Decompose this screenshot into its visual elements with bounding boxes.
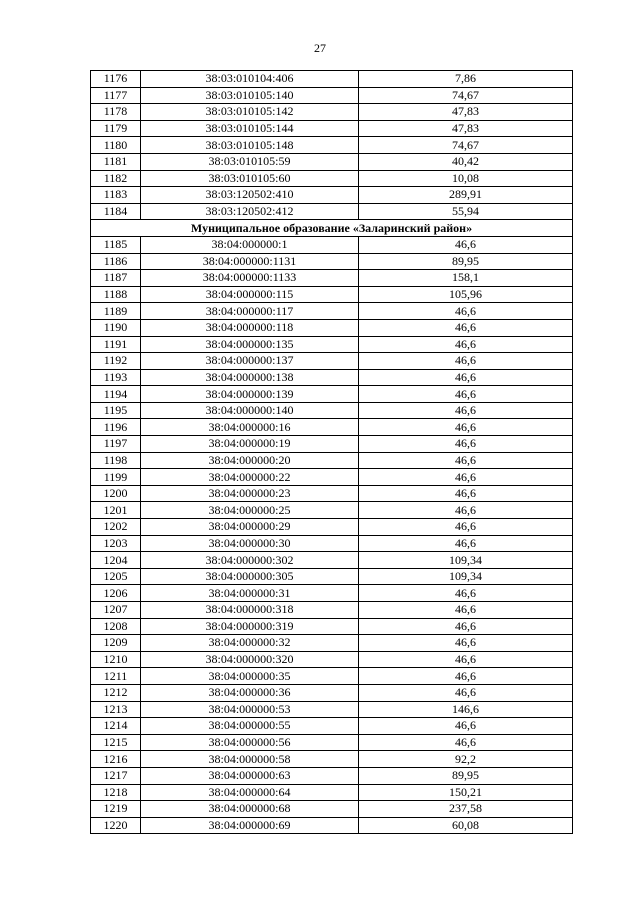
value-cell: 46,6 (359, 436, 573, 453)
value-cell: 92,2 (359, 751, 573, 768)
cadastral-number-cell: 38:04:000000:137 (141, 353, 359, 370)
value-cell: 46,6 (359, 585, 573, 602)
row-number-cell: 1218 (91, 784, 141, 801)
table-row (91, 734, 573, 751)
value-cell: 158,1 (359, 270, 573, 287)
table-row (91, 668, 573, 685)
cadastral-number-cell: 38:04:000000:302 (141, 552, 359, 569)
cadastral-number-cell: 38:04:000000:135 (141, 336, 359, 353)
table-row (91, 170, 573, 187)
table-row (91, 585, 573, 602)
table-row (91, 684, 573, 701)
row-number-cell: 1185 (91, 236, 141, 253)
value-cell: 237,58 (359, 801, 573, 818)
value-cell: 46,6 (359, 469, 573, 486)
cadastral-number-cell: 38:04:000000:36 (141, 684, 359, 701)
table-row (91, 552, 573, 569)
row-number-cell: 1202 (91, 519, 141, 536)
cadastral-number-cell: 38:04:000000:22 (141, 469, 359, 486)
row-number-cell: 1197 (91, 436, 141, 453)
value-cell: 146,6 (359, 701, 573, 718)
row-number-cell: 1184 (91, 203, 141, 220)
cadastral-number-cell: 38:04:000000:16 (141, 419, 359, 436)
table-row (91, 87, 573, 104)
cadastral-number-cell: 38:04:000000:31 (141, 585, 359, 602)
table-row (91, 452, 573, 469)
cadastral-number-cell: 38:04:000000:35 (141, 668, 359, 685)
row-number-cell: 1210 (91, 651, 141, 668)
value-cell: 46,6 (359, 668, 573, 685)
cadastral-number-cell: 38:04:000000:69 (141, 817, 359, 834)
row-number-cell: 1201 (91, 502, 141, 519)
row-number-cell: 1220 (91, 817, 141, 834)
section-header-row (91, 220, 573, 237)
cadastral-number-cell: 38:04:000000:30 (141, 535, 359, 552)
table-row (91, 436, 573, 453)
value-cell: 46,6 (359, 402, 573, 419)
cadastral-number-cell: 38:04:000000:138 (141, 369, 359, 386)
table-row (91, 353, 573, 370)
value-cell: 89,95 (359, 767, 573, 784)
value-cell: 7,86 (359, 71, 573, 88)
cadastral-number-cell: 38:03:120502:410 (141, 187, 359, 204)
row-number-cell: 1199 (91, 469, 141, 486)
cadastral-number-cell: 38:04:000000:319 (141, 618, 359, 635)
value-cell: 46,6 (359, 635, 573, 652)
cadastral-number-cell: 38:04:000000:305 (141, 568, 359, 585)
value-cell: 47,83 (359, 120, 573, 137)
table-row (91, 386, 573, 403)
row-number-cell: 1178 (91, 104, 141, 121)
table-row (91, 502, 573, 519)
cadastral-number-cell: 38:04:000000:139 (141, 386, 359, 403)
cadastral-number-cell: 38:04:000000:64 (141, 784, 359, 801)
cadastral-number-cell: 38:03:010104:406 (141, 71, 359, 88)
cadastral-number-cell: 38:03:010105:59 (141, 153, 359, 170)
row-number-cell: 1215 (91, 734, 141, 751)
table-row (91, 120, 573, 137)
table-row (91, 303, 573, 320)
value-cell: 46,6 (359, 303, 573, 320)
value-cell: 74,67 (359, 87, 573, 104)
cadastral-number-cell: 38:04:000000:29 (141, 519, 359, 536)
cadastral-number-cell: 38:04:000000:118 (141, 319, 359, 336)
row-number-cell: 1183 (91, 187, 141, 204)
cadastral-number-cell: 38:03:010105:60 (141, 170, 359, 187)
page-number: 27 (314, 41, 326, 55)
cadastral-number-cell: 38:03:010105:142 (141, 104, 359, 121)
table-row (91, 71, 573, 88)
section-title: Муниципальное образование «Заларинский район» (91, 220, 573, 237)
value-cell: 46,6 (359, 353, 573, 370)
row-number-cell: 1209 (91, 635, 141, 652)
table-row (91, 701, 573, 718)
value-cell: 46,6 (359, 618, 573, 635)
row-number-cell: 1179 (91, 120, 141, 137)
cadastral-number-cell: 38:04:000000:1131 (141, 253, 359, 270)
table-row (91, 651, 573, 668)
row-number-cell: 1211 (91, 668, 141, 685)
value-cell: 46,6 (359, 535, 573, 552)
row-number-cell: 1208 (91, 618, 141, 635)
row-number-cell: 1182 (91, 170, 141, 187)
table-row (91, 469, 573, 486)
row-number-cell: 1217 (91, 767, 141, 784)
cadastral-number-cell: 38:04:000000:1133 (141, 270, 359, 287)
value-cell: 10,08 (359, 170, 573, 187)
row-number-cell: 1213 (91, 701, 141, 718)
row-number-cell: 1212 (91, 684, 141, 701)
row-number-cell: 1196 (91, 419, 141, 436)
cadastral-number-cell: 38:04:000000:58 (141, 751, 359, 768)
value-cell: 46,6 (359, 519, 573, 536)
value-cell: 47,83 (359, 104, 573, 121)
table-row (91, 369, 573, 386)
row-number-cell: 1193 (91, 369, 141, 386)
table-row (91, 718, 573, 735)
row-number-cell: 1203 (91, 535, 141, 552)
cadastral-number-cell: 38:04:000000:32 (141, 635, 359, 652)
row-number-cell: 1186 (91, 253, 141, 270)
table-row (91, 817, 573, 834)
row-number-cell: 1205 (91, 568, 141, 585)
value-cell: 46,6 (359, 369, 573, 386)
table-row (91, 336, 573, 353)
value-cell: 40,42 (359, 153, 573, 170)
table-row (91, 535, 573, 552)
table-row (91, 104, 573, 121)
cadastral-number-cell: 38:04:000000:56 (141, 734, 359, 751)
cadastral-number-cell: 38:04:000000:25 (141, 502, 359, 519)
cadastral-number-cell: 38:03:010105:148 (141, 137, 359, 154)
value-cell: 109,34 (359, 568, 573, 585)
value-cell: 89,95 (359, 253, 573, 270)
table-row (91, 319, 573, 336)
cadastral-number-cell: 38:04:000000:20 (141, 452, 359, 469)
row-number-cell: 1176 (91, 71, 141, 88)
row-number-cell: 1191 (91, 336, 141, 353)
row-number-cell: 1198 (91, 452, 141, 469)
table-row (91, 236, 573, 253)
value-cell: 46,6 (359, 485, 573, 502)
row-number-cell: 1216 (91, 751, 141, 768)
value-cell: 55,94 (359, 203, 573, 220)
table-row (91, 187, 573, 204)
value-cell: 46,6 (359, 452, 573, 469)
cadastral-number-cell: 38:04:000000:320 (141, 651, 359, 668)
cadastral-number-cell: 38:04:000000:68 (141, 801, 359, 818)
table-row (91, 203, 573, 220)
table-row (91, 402, 573, 419)
value-cell: 46,6 (359, 236, 573, 253)
row-number-cell: 1177 (91, 87, 141, 104)
table-row (91, 618, 573, 635)
row-number-cell: 1180 (91, 137, 141, 154)
row-number-cell: 1219 (91, 801, 141, 818)
value-cell: 46,6 (359, 336, 573, 353)
cadastral-number-cell: 38:04:000000:1 (141, 236, 359, 253)
row-number-cell: 1206 (91, 585, 141, 602)
row-number-cell: 1181 (91, 153, 141, 170)
table-row (91, 153, 573, 170)
table-row (91, 767, 573, 784)
cadastral-number-cell: 38:03:010105:144 (141, 120, 359, 137)
cadastral-number-cell: 38:03:010105:140 (141, 87, 359, 104)
registry-table (90, 70, 573, 834)
row-number-cell: 1200 (91, 485, 141, 502)
cadastral-number-cell: 38:04:000000:53 (141, 701, 359, 718)
value-cell: 289,91 (359, 187, 573, 204)
value-cell: 109,34 (359, 552, 573, 569)
value-cell: 74,67 (359, 137, 573, 154)
value-cell: 46,6 (359, 684, 573, 701)
value-cell: 46,6 (359, 319, 573, 336)
cadastral-number-cell: 38:04:000000:140 (141, 402, 359, 419)
table-row (91, 519, 573, 536)
table-row (91, 635, 573, 652)
row-number-cell: 1214 (91, 718, 141, 735)
table-row (91, 751, 573, 768)
value-cell: 150,21 (359, 784, 573, 801)
table-row (91, 137, 573, 154)
value-cell: 46,6 (359, 651, 573, 668)
table-row (91, 286, 573, 303)
table-row (91, 602, 573, 619)
table-row (91, 419, 573, 436)
table-row (91, 784, 573, 801)
row-number-cell: 1190 (91, 319, 141, 336)
value-cell: 60,08 (359, 817, 573, 834)
value-cell: 46,6 (359, 734, 573, 751)
row-number-cell: 1188 (91, 286, 141, 303)
cadastral-number-cell: 38:04:000000:318 (141, 602, 359, 619)
cadastral-number-cell: 38:04:000000:55 (141, 718, 359, 735)
table-row (91, 253, 573, 270)
table-row (91, 568, 573, 585)
value-cell: 46,6 (359, 419, 573, 436)
cadastral-number-cell: 38:04:000000:19 (141, 436, 359, 453)
row-number-cell: 1189 (91, 303, 141, 320)
value-cell: 46,6 (359, 718, 573, 735)
cadastral-number-cell: 38:03:120502:412 (141, 203, 359, 220)
cadastral-number-cell: 38:04:000000:117 (141, 303, 359, 320)
cadastral-number-cell: 38:04:000000:23 (141, 485, 359, 502)
row-number-cell: 1187 (91, 270, 141, 287)
table-row (91, 801, 573, 818)
row-number-cell: 1207 (91, 602, 141, 619)
value-cell: 105,96 (359, 286, 573, 303)
registry-table-body (91, 71, 573, 834)
row-number-cell: 1195 (91, 402, 141, 419)
table-row (91, 485, 573, 502)
cadastral-number-cell: 38:04:000000:63 (141, 767, 359, 784)
row-number-cell: 1204 (91, 552, 141, 569)
table-row (91, 270, 573, 287)
row-number-cell: 1192 (91, 353, 141, 370)
row-number-cell: 1194 (91, 386, 141, 403)
value-cell: 46,6 (359, 386, 573, 403)
cadastral-number-cell: 38:04:000000:115 (141, 286, 359, 303)
value-cell: 46,6 (359, 602, 573, 619)
value-cell: 46,6 (359, 502, 573, 519)
